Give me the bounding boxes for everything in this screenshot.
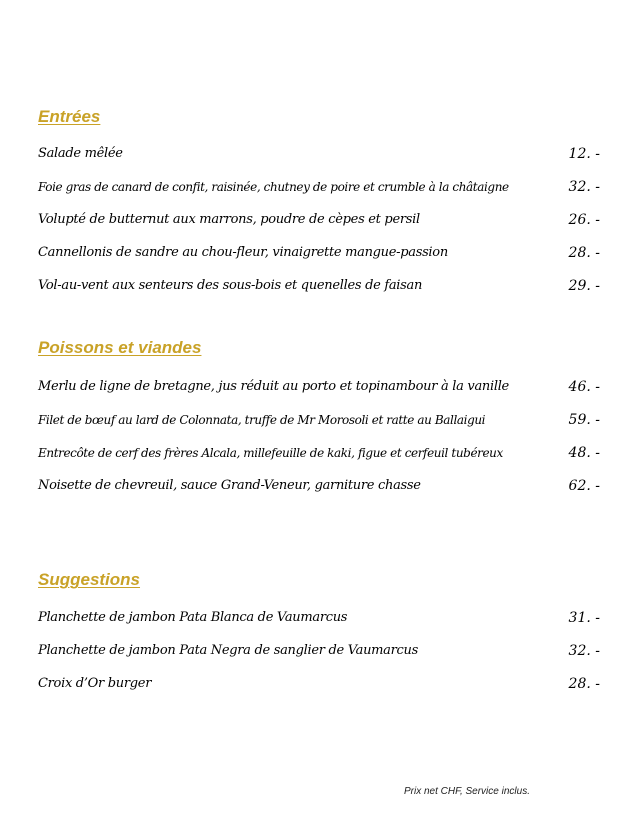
item-price: 59. - — [568, 412, 600, 428]
item-name: Merlu de ligne de bretagne, jus réduit au porto et topinambour à la vanille — [38, 379, 509, 394]
item-price: 28. - — [568, 245, 600, 261]
menu-item — [38, 175, 600, 208]
section-title: Entrées — [38, 107, 101, 126]
item-name: Planchette de jambon Pata Blanca de Vaumarcus — [38, 610, 348, 625]
item-name: Foie gras de canard de confit, raisinée, chutney de poire et crumble à la châtaigne — [38, 180, 509, 194]
item-price: 31. - — [568, 610, 600, 626]
section-title: Suggestions — [38, 570, 141, 589]
menu-item — [38, 375, 600, 408]
item-price: 29. - — [568, 278, 600, 294]
item-price: 32. - — [568, 643, 600, 659]
item-price: 12. - — [568, 146, 600, 162]
menu-item — [38, 606, 600, 639]
item-name: Planchette de jambon Pata Negra de sanglier de Vaumarcus — [38, 643, 418, 658]
item-price: 26. - — [568, 212, 600, 228]
item-price: 48. - — [568, 445, 600, 461]
item-price: 28. - — [568, 676, 600, 692]
menu-item — [38, 408, 600, 441]
section-suggestions — [38, 567, 600, 705]
item-name: Entrecôte de cerf des frères Alcala, millefeuille de kaki, figue et cerfeuil tubéreux — [38, 446, 503, 460]
menu-item — [38, 142, 600, 175]
section-title: Poissons et viandes — [38, 338, 202, 357]
menu-item — [38, 672, 600, 705]
menu-item — [38, 639, 600, 672]
item-price: 46. - — [568, 379, 600, 395]
item-name: Croix d’Or burger — [38, 676, 152, 691]
item-name: Volupté de butternut aux marrons, poudre de cèpes et persil — [38, 212, 420, 227]
item-name: Noisette de chevreuil, sauce Grand-Veneur, garniture chasse — [38, 478, 421, 493]
item-price: 32. - — [568, 179, 600, 195]
menu-item — [38, 241, 600, 274]
menu-item — [38, 474, 600, 507]
section-poissons-viandes — [38, 335, 600, 507]
item-name: Cannellonis de sandre au chou-fleur, vinaigrette mangue-passion — [38, 245, 448, 260]
item-name: Filet de bœuf au lard de Colonnata, truffe de Mr Morosoli et ratte au Ballaigui — [38, 413, 486, 427]
section-entrees — [38, 104, 600, 307]
menu-item — [38, 208, 600, 241]
menu-item — [38, 274, 600, 307]
menu-item — [38, 441, 600, 474]
item-name: Salade mêlée — [38, 146, 123, 161]
price-note: Prix net CHF, Service inclus. — [404, 786, 530, 797]
item-name: Vol-au-vent aux senteurs des sous-bois et quenelles de faisan — [38, 278, 423, 293]
item-price: 62. - — [568, 478, 600, 494]
